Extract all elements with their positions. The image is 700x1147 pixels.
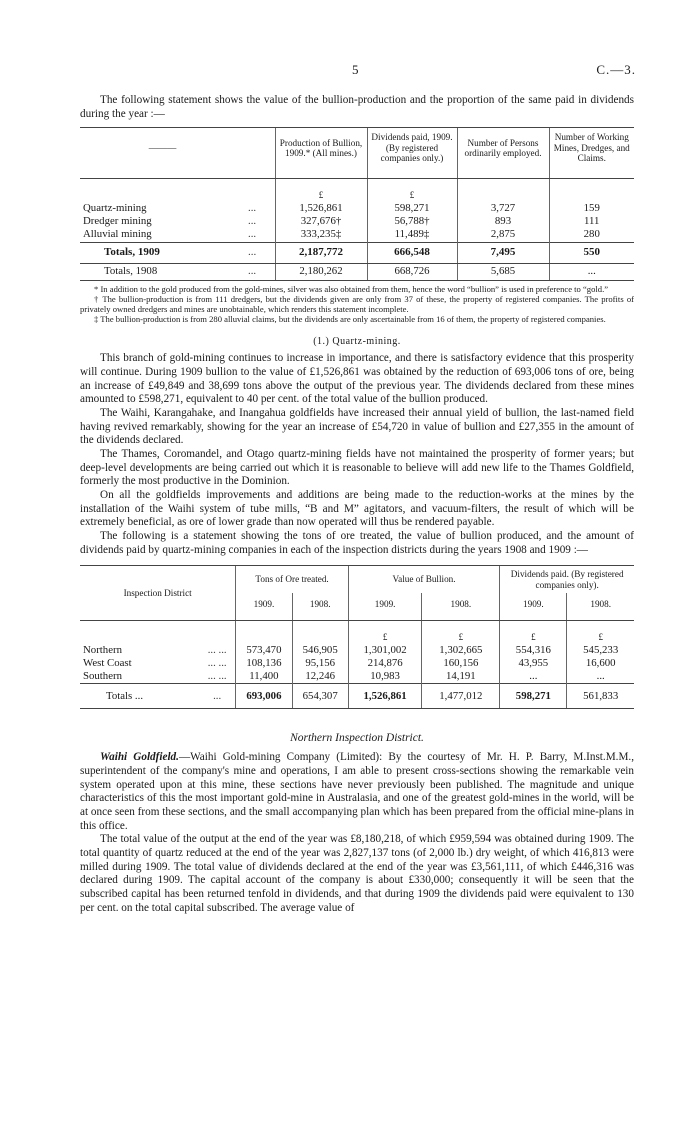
cell-value: 159 [549, 202, 634, 215]
table-row [80, 215, 634, 228]
footnote: † The bullion-production is from 111 dredgers, but the dividends given are only from 37 of these, the property of registered companies. The profits of privately owned dredgers and mines are unobtainable, which renders this statement incomplete. [80, 293, 634, 314]
subsection-title: Northern Inspection District. [290, 732, 424, 745]
group-header: Value of Bullion. [348, 566, 499, 594]
row-label: Totals, 1908 [80, 263, 245, 280]
footnotes [80, 284, 634, 325]
table-row [80, 228, 634, 242]
bullion-production-table [80, 127, 634, 280]
cell-value: 3,727 [457, 202, 549, 215]
body-paragraph: The total value of the output at the end of the year was £8,180,218, of which £959,594 was obtained during 1909. The total quantity of quartz reduced at the end of the year was 2,827,137 tons (of 2,000 lb.) dry weight, of which 416,813 were milled during 1909. The total value of dividends declared at the end of the year was £3,561,111, of which £446,316 was declared during 1909. The capital account of the company is about £330,000; consequently it will be seen that the subscribed capital has been returned tenfold in dividends, and that during 1909 the dividends paid were equivalent to 130 per cent. on the total capital subscribed. The average value of [80, 833, 634, 914]
cell-value: 668,726 [367, 263, 457, 280]
section-title: (1.) Quartz-mining. [313, 336, 401, 348]
table1-col-header: Number of Persons ordinarily employed. [457, 128, 549, 179]
cell-value: 10,983 [348, 670, 422, 684]
cell-value: 550 [549, 242, 634, 263]
row-label: West Coast [83, 657, 132, 670]
cell-value: 666,548 [367, 242, 457, 263]
body-paragraph: This branch of gold-mining continues to increase in importance, and there is satisfactory evidence that this prosperity will continue. During 1909 bullion to the value of £1,526,861 was obtained by the reduction of 693,006 tons of ore, being an increase of £49,849 and 38,699 tons above the output of the previous year. The dividends declared from these mines amounted to £598,271, equivalent to 40 per cent. of the total value of the bullion produced. [80, 352, 634, 406]
leader-dots: ... [245, 263, 275, 280]
row-label: Quartz-mining [83, 202, 147, 215]
row-label: Totals, 1909 [80, 242, 245, 263]
cell-value: 561,833 [567, 684, 634, 709]
body-paragraph: On all the goldfields improvements and additions are being made to the reduction-works at the mines by the installation of the Waihi system of tube mills, “B and M” agitators, and vacuum-filters, the result of which will be extremely beneficial, as ore of lower grade than now operated will thus be rendered payable. [80, 488, 634, 529]
row-label: Dredger mining [83, 215, 152, 228]
currency-unit: £ [348, 620, 422, 644]
table1-corner: ——— [80, 128, 245, 179]
table-row [80, 657, 634, 670]
leader-dots: ... ... [207, 657, 227, 670]
leader-dots: ... [248, 202, 257, 215]
cell-value: ... [500, 670, 567, 684]
cell-value: 95,156 [292, 657, 348, 670]
table1-header-row [80, 128, 634, 179]
cell-value: 1,302,665 [422, 644, 500, 657]
table1-col-header: Production of Bullion, 1909.* (All mines.) [275, 128, 367, 179]
cell-value: 5,685 [457, 263, 549, 280]
intro-paragraph: The following statement shows the value of the bullion-production and the proportion of the same paid in dividends during the year :— [80, 94, 634, 120]
cell-value: 1,526,861 [275, 202, 367, 215]
cell-value: 280 [549, 228, 634, 242]
cell-value: 214,876 [348, 657, 422, 670]
cell-value: 2,180,262 [275, 263, 367, 280]
cell-value: 160,156 [422, 657, 500, 670]
district-statement-table [80, 565, 634, 709]
table1-total-row [80, 242, 634, 263]
leader-dots: ... [248, 228, 257, 241]
paragraph-text: —Waihi Gold-mining Company (Limited): By the courtesy of Mr. H. P. Barry, M.Inst.M.M., superintendent of the company's mine and operations, I am able to present cross-sections showing the remarkable vein system operated upon at this mine, these sections have never previously been published. The magnitude and unique characteristics of this the most important gold-mine in Australasia, and one of the greatest gold-mines in the world, will be at once seen from these sections, and the small accompanying plan which has been prepared from the official mine-plans in this office. [80, 751, 634, 832]
cell-value: 1,301,002 [348, 644, 422, 657]
currency-unit: £ [275, 179, 367, 203]
cell-value: 56,788† [367, 215, 457, 228]
cell-value: 333,235‡ [275, 228, 367, 242]
cell-value: 1,477,012 [422, 684, 500, 709]
year-header: 1908. [292, 593, 348, 620]
year-header: 1909. [500, 593, 567, 620]
cell-value: 11,489‡ [367, 228, 457, 242]
year-header: 1909. [236, 593, 292, 620]
footnote: ‡ The bullion-production is from 280 alluvial claims, but the dividends are only ascertainable from 16 of them, the property of registered companies. [94, 313, 606, 324]
district-header: Inspection District [80, 566, 236, 621]
currency-unit: £ [367, 179, 457, 203]
body-paragraph [80, 751, 634, 833]
cell-value: 1,526,861 [348, 684, 422, 709]
run-in-heading: Waihi Goldfield. [100, 751, 179, 764]
row-label: Northern [83, 643, 122, 656]
cell-value: 2,875 [457, 228, 549, 242]
year-header: 1908. [567, 593, 634, 620]
currency-unit: £ [567, 620, 634, 644]
table1-col-header: Number of Working Mines, Dredges, and Claims. [549, 128, 634, 179]
cell-value: 545,233 [567, 644, 634, 657]
group-header: Tons of Ore treated. [236, 566, 349, 594]
cell-value: 111 [549, 215, 634, 228]
cell-value: 11,400 [236, 670, 292, 684]
year-header: 1909. [348, 593, 422, 620]
cell-value: 693,006 [236, 684, 292, 709]
cell-value: 893 [457, 215, 549, 228]
year-header: 1908. [422, 593, 500, 620]
cell-value: 598,271 [367, 202, 457, 215]
table2-total-row [80, 684, 634, 709]
body-paragraph: The Thames, Coromandel, and Otago quartz-mining fields have not maintained the prosperity of former years; but deep-level developments are being carried out which it is reasonable to believe will add new life to the Thames Goldfield, formerly the most productive in the Dominion. [80, 447, 634, 488]
table1-col-header: Dividends paid, 1909. (By registered companies only.) [367, 128, 457, 179]
page-number: 5 [352, 62, 359, 77]
cell-value: 16,600 [567, 657, 634, 670]
cell-value: ... [567, 670, 634, 684]
cell-value: 546,905 [292, 644, 348, 657]
row-label: Alluvial mining [83, 228, 152, 241]
cell-value: 327,676† [275, 215, 367, 228]
table-row [80, 644, 634, 657]
table-row [80, 670, 634, 684]
cell-value: 14,191 [422, 670, 500, 684]
cell-value: 2,187,772 [275, 242, 367, 263]
document-body [80, 94, 634, 915]
cell-value: 573,470 [236, 644, 292, 657]
leader-dots: ... [245, 242, 275, 263]
leader-dots: ... ... [207, 643, 227, 656]
row-label: Southern [83, 670, 122, 683]
group-header: Dividends paid. (By registered companies only). [500, 566, 634, 594]
cell-value: 554,316 [500, 644, 567, 657]
currency-unit: £ [500, 620, 567, 644]
cell-value: 7,495 [457, 242, 549, 263]
leader-dots: ... [248, 215, 257, 228]
table2-unit-row [80, 620, 634, 644]
row-label: Totals ... [80, 684, 199, 709]
body-paragraph: The Waihi, Karangahake, and Inangahua goldfields have increased their annual yield of bullion, the last-named field having revived remarkably, showing for the year an increase of £54,720 in value of bullion and £27,355 in the amount of the dividends declared. [80, 406, 634, 447]
cell-value: 654,307 [292, 684, 348, 709]
page-header [0, 62, 700, 78]
table2-group-header-row [80, 566, 634, 594]
cell-value: 108,136 [236, 657, 292, 670]
table1-previous-row [80, 263, 634, 280]
footnote: * In addition to the gold produced from the gold-mines, silver was also obtained from them, hence the word “bullion” is used in preference to “gold.” [94, 283, 609, 294]
cell-value: 43,955 [500, 657, 567, 670]
cell-value: 12,246 [292, 670, 348, 684]
body-paragraph: The following is a statement showing the tons of ore treated, the value of bullion produced, and the amount of dividends paid by quartz-mining companies in each of the inspection districts during the years 1908 and 1909 :— [80, 529, 634, 556]
leader-dots: ... ... [207, 670, 227, 683]
table1-unit-row [80, 179, 634, 203]
table-row [80, 202, 634, 215]
cell-value: 598,271 [500, 684, 567, 709]
cell-value: ... [549, 263, 634, 280]
currency-unit: £ [422, 620, 500, 644]
sheet-reference: C.—3. [596, 62, 636, 77]
leader-dots: ... [199, 684, 236, 709]
